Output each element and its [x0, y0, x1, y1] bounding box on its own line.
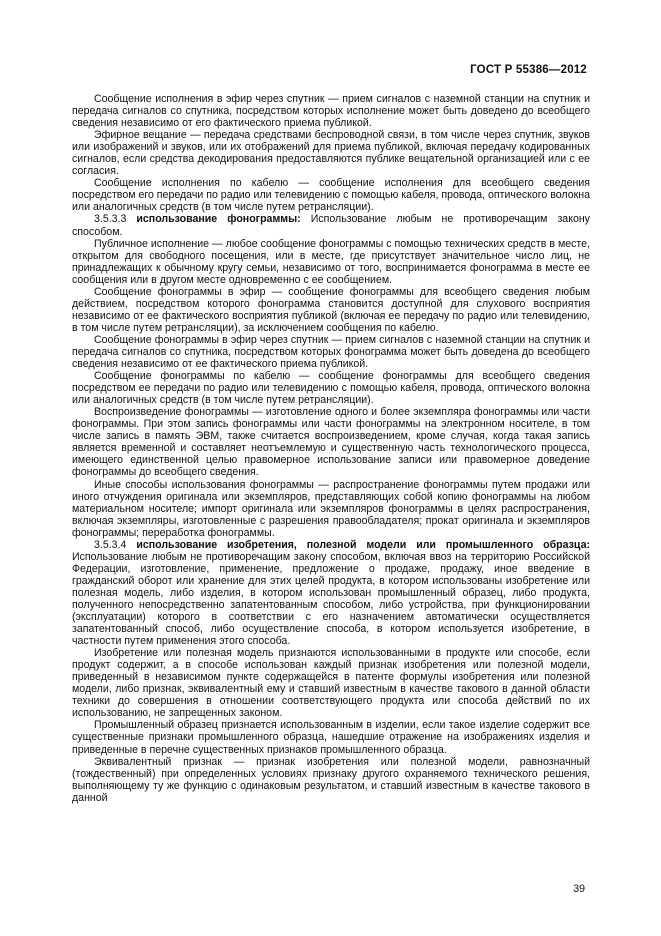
clause-3-5-3-4: [72, 539, 590, 647]
document-body: [72, 93, 590, 804]
paragraph: Сообщение исполнения по кабелю — сообщение исполнения для всеобщего сведения посредством его передачи по радио или телевидению с помощью кабеля, провода, оптического волокна или аналогичных средств (в том числе путем ретрансляции).: [72, 177, 590, 214]
paragraph: Эфирное вещание — передача средствами беспроводной связи, в том числе через спутник, звуков или изображений и звуков, или их отображений для приема публикой, включая передачу кодированных сигналов, если средства декодирования предоставляются публике вещательной организацией или с ее согласия.: [72, 129, 590, 178]
paragraph: Сообщение фонограммы по кабелю — сообщение фонограммы для всеобщего сведения посредством ее передачи по радио или телевидению с помощью кабеля, провода, оптического волокна или аналогичных средств (в том числе путем ретрансляции).: [72, 370, 590, 407]
paragraph: Сообщение фонограммы в эфир через спутник — прием сигналов с наземной станции на спутник и передача сигналов со спутника, посредством которых фонограмма может быть доведена до всеобщего сведения независимо от ее фактического приема публикой.: [72, 333, 590, 371]
paragraph: Сообщение исполнения в эфир через спутник — прием сигналов с наземной станции на спутник и передача сигналов со спутника, посредством которых исполнение может быть доведено до всеобщего сведения независимо от его фактического приема публикой.: [72, 93, 590, 130]
clause-number: 3.5.3.4: [94, 538, 127, 551]
paragraph: Сообщение фонограммы в эфир — сообщение фонограммы для всеобщего сведения любым действием, посредством которого фонограмма становится доступной для слухового восприятия независимо от ее фактического восприятия публикой (включая ее передачу по радио или телевидению, в том числе путем ретрансляции), за исключением сообщения по кабелю.: [72, 285, 590, 334]
clause-text: Использование любым не противоречащим закону способом.: [72, 213, 590, 238]
paragraph: Эквивалентный признак — признак изобретения или полезной модели, равнозначный (тождественный) при определенных условиях признаку другого охраняемого технического решения, выполняющему ту же функцию с одинаковым результатом, и ставший известным в качестве такового в данной: [72, 755, 590, 804]
paragraph: Воспроизведение фонограммы — изготовление одного и более экземпляра фонограммы или части фонограммы. При этом запись фонограммы или части фонограммы на электронном носителе, в том числе запись в память ЭВМ, также считается воспроизведением, кроме случая, когда такая запись является временной и составляет неотъемлемую и существенную часть технологического процесса, имеющего единственной целью правомерное использование записи или правомерное доведение фонограммы до всеобщего сведения.: [72, 406, 590, 479]
clause-number: 3.5.3.3: [94, 213, 127, 226]
paragraph: Иные способы использования фонограммы — распространение фонограммы путем продажи или иного отчуждения оригинала или экземпляров, представляющих собой копию фонограммы на любом материальном носителе; импорт оригинала или экземпляров фонограммы в целях распространения, включая экземпляры, изготовленные с разрешения правообладателя; прокат оригинала и экземпляров фонограммы; переработка фонограммы.: [72, 478, 590, 539]
clause-3-5-3-3: [72, 213, 590, 237]
paragraph: Промышленный образец признается использованным в изделии, если такое изделие содержит все существенные признаки промышленного образца, нашедшие отражение на изображениях изделия и приведенные в перечне существенных признаков промышленного образца.: [72, 719, 590, 756]
clause-term: использование изобретения, полезной модели или промышленного образца:: [136, 538, 590, 551]
clause-term: использование фонограммы:: [136, 213, 301, 226]
clause-text: Использование любым не противоречащим закону способом, включая ввоз на территорию Российской Федерации, изготовление, применение, предложение о продаже, продажу, иное введение в гражданский оборот или хранение для этих целей продукта, в котором использованы изобретение или полезная модель, либо изделия, в котором использован промышленный образец, либо продукта, полученного непосредственно запатентованным способом, либо устройства, при функционировании (эксплуатации) которого в соответствии с его назначением автоматически осуществляется запатентованный способ, либо осуществление способа, в котором используется изобретение, в частности путем применения этого способа.: [72, 550, 590, 648]
page-number: 39: [573, 883, 585, 895]
paragraph: Изобретение или полезная модель признаются использованными в продукте или способе, если продукт содержит, а в способе использован каждый признак изобретения или полезной модели, приведенный в независимом пункте содержащейся в патенте формулы изобретения или полезной модели, либо признак, эквивалентный ему и ставший известным в качестве такового в данной области техники до совершения в отношении соответствующего продукта или способа действий по их использованию, не запрещенных законом.: [72, 647, 590, 720]
paragraph: Публичное исполнение — любое сообщение фонограммы с помощью технических средств в месте, открытом для свободного посещения, или в месте, где присутствует значительное число лиц, не принадлежащих к обычному кругу семьи, независимо от того, воспринимается фонограмма в месте ее сообщения или в другом месте одновременно с ее сообщением.: [72, 237, 590, 286]
document-code-header: ГОСТ Р 55386—2012: [470, 64, 587, 76]
